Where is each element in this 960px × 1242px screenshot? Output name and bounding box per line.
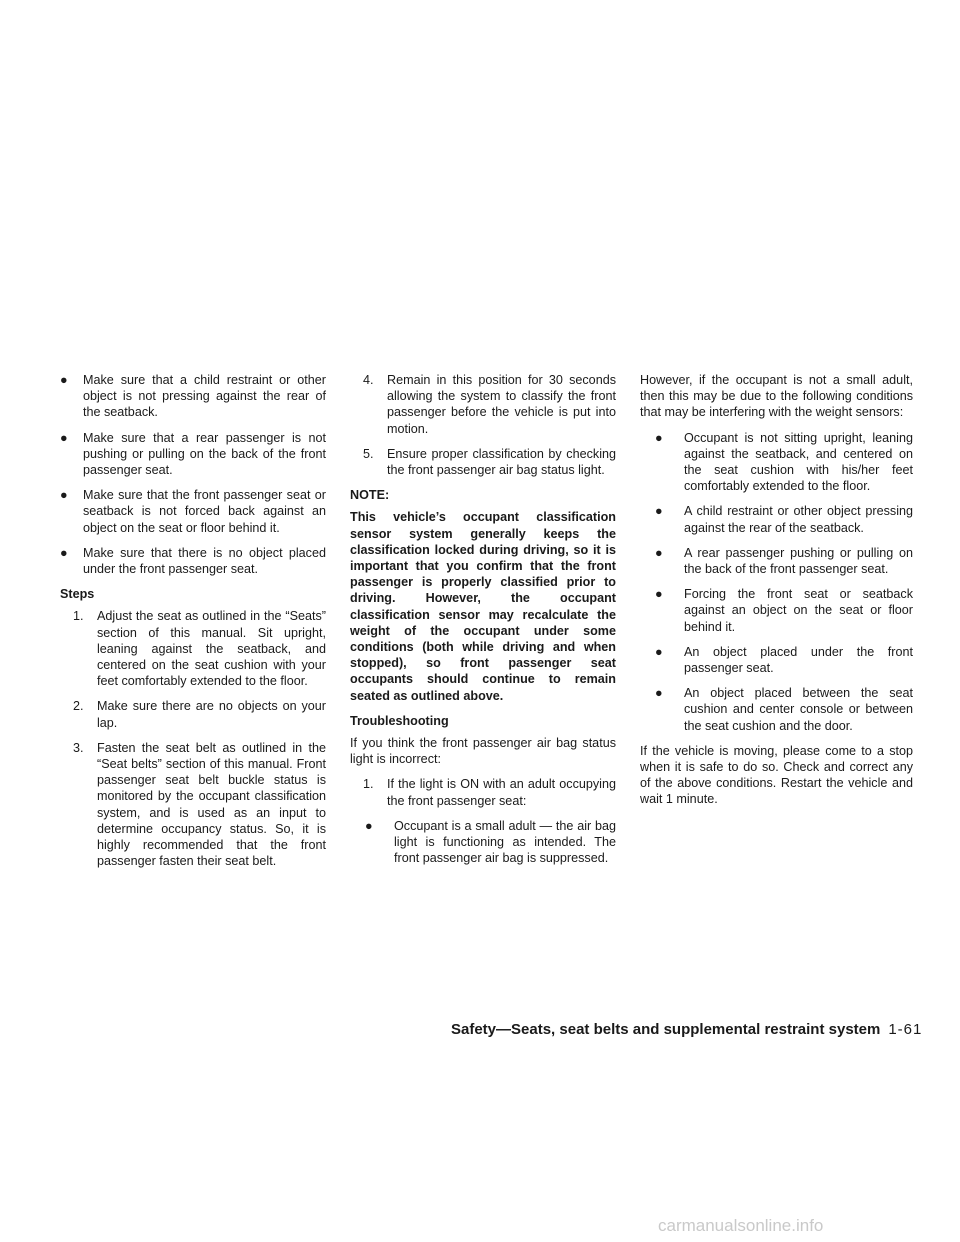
bullet-icon: ● (60, 545, 68, 560)
note-body: This vehicle’s occupant classification sensor system generally keeps the classification locked during driving, so it is important that you confirm that the front passenger is properly classified prior to driving. However, the occupant classification sensor may recalculate the weight of the occupant under some conditions (both while driving and when stopped), so front passenger seat occupants should continue to remain seated as outlined above. (350, 510, 616, 703)
list-item: ● An object placed under the front passenger seat. (655, 644, 913, 676)
list-item: ● A rear passenger pushing or pulling on the back of the front passenger seat. (655, 545, 913, 577)
bullet-icon: ● (655, 430, 663, 445)
list-item: ● A child restraint or other object pressing against the rear of the seatback. (655, 504, 913, 535)
step-item: 3. Fasten the seat belt as outlined in the “Seat belts” section of this manual. Front passenger seat belt buckle status is monitored by the occupant classification system, and is used as an input to determine occupancy status. So, it is highly recommended that the front passenger fasten their seat belt. (73, 740, 326, 869)
column-1 (60, 372, 326, 878)
list-item: ● Occupant is a small adult — the air bag light is functioning as intended. The front passenger air bag is suppressed. (365, 818, 616, 866)
list-item: ● Make sure that the front passenger seat or seatback is not forced back against an object on the seat or floor behind it. (60, 488, 326, 535)
list-item: ● Forcing the front seat or seatback against an object on the seat or floor behind it. (655, 587, 913, 634)
step-item: 1. Adjust the seat as outlined in the “Seats” section of this manual. Sit upright, leaning against the seatback, and centered on the seat cushion with your feet comfortably extended to the floor. (73, 609, 326, 689)
bullet-icon: ● (60, 430, 68, 445)
bullet-icon: ● (60, 488, 68, 503)
page-number: 1-61 (888, 1021, 923, 1038)
troubleshooting-heading: Troubleshooting (350, 713, 449, 728)
bullet-icon: ● (655, 587, 663, 602)
list-item: ● Make sure that a child restraint or other object is not pressing against the rear of the seatback. (60, 373, 326, 420)
column-3 (640, 372, 913, 817)
conditions-intro: However, if the occupant is not a small adult, then this may be due to the following conditions that may be interfering with the weight sensors: (640, 373, 913, 420)
list-item: ● Make sure that there is no object placed under the front passenger seat. (60, 545, 326, 577)
case-item: 1. If the light is ON with an adult occupying the front passenger seat: (363, 777, 616, 808)
column-2 (350, 372, 616, 875)
watermark: carmanualsonline.info (658, 1216, 824, 1235)
page-footer (451, 1021, 922, 1038)
step-item: 2. Make sure there are no objects on your lap. (73, 699, 326, 730)
bullet-icon: ● (655, 686, 663, 701)
bullet-icon: ● (655, 504, 663, 519)
step-item: 5. Ensure proper classification by checking the front passenger air bag status light. (363, 446, 616, 478)
list-item: ● Occupant is not sitting upright, leaning against the seatback, and centered on the seat cushion with his/her feet comfortably extended to the floor. (655, 430, 913, 494)
steps-heading: Steps (60, 587, 95, 602)
section-title: Safety—Seats, seat belts and supplemental restraint system (451, 1021, 881, 1038)
list-item: ● An object placed between the seat cushion and center console or between the seat cushion and the door. (655, 686, 913, 733)
troubleshooting-intro: If you think the front passenger air bag status light is incorrect: (350, 736, 616, 767)
bullet-icon: ● (655, 644, 663, 659)
list-item: ● Make sure that a rear passenger is not pushing or pulling on the back of the front passenger seat. (60, 430, 326, 478)
step-item: 4. Remain in this position for 30 seconds allowing the system to classify the front passenger before the vehicle is put into motion. (363, 373, 616, 436)
closing-paragraph: If the vehicle is moving, please come to a stop when it is safe to do so. Check and correct any of the above conditions. Restart the vehicle and wait 1 minute. (640, 743, 913, 807)
bullet-icon: ● (655, 545, 663, 560)
bullet-icon: ● (365, 818, 373, 833)
bullet-icon: ● (60, 373, 68, 387)
note-heading: NOTE: (350, 488, 390, 503)
